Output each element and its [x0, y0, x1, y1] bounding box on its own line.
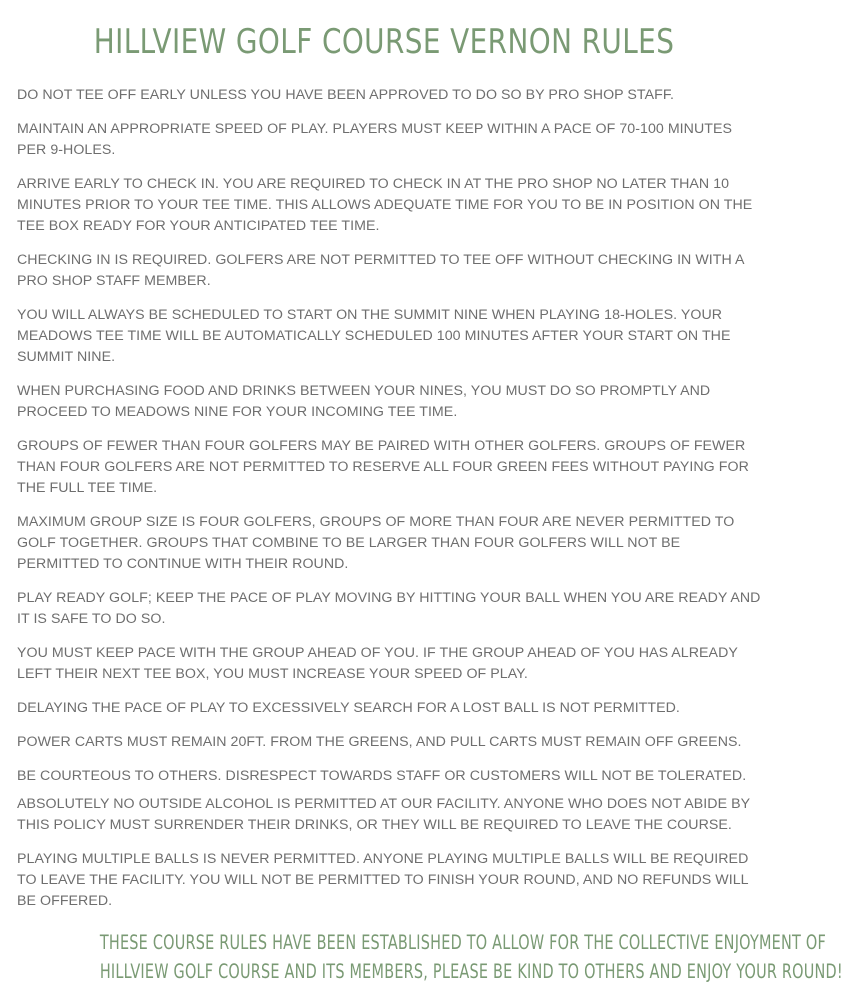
closing-message [0, 928, 843, 986]
rule-item: WHEN PURCHASING FOOD AND DRINKS BETWEEN YOUR NINES, YOU MUST DO SO PROMPTLY AND PROCEED TO MEADOWS NINE FOR YOUR INCOMING TEE TIME. [17, 383, 711, 420]
rule-item: YOU MUST KEEP PACE WITH THE GROUP AHEAD OF YOU. IF THE GROUP AHEAD OF YOU HAS ALREADY LEFT THEIR NEXT TEE BOX, YOU MUST INCREASE YOUR SPEED OF PLAY. [17, 645, 738, 682]
rule-item: BE COURTEOUS TO OTHERS. DISRESPECT TOWARDS STAFF OR CUSTOMERS WILL NOT BE TOLERATED. [17, 768, 747, 784]
closing-message-line: THESE COURSE RULES HAVE BEEN ESTABLISHED TO ALLOW FOR THE COLLECTIVE ENJOYMENT OF [99, 931, 826, 954]
rule-item: POWER CARTS MUST REMAIN 20FT. FROM THE GREENS, AND PULL CARTS MUST REMAIN OFF GREENS. [17, 734, 742, 750]
rule-item: GROUPS OF FEWER THAN FOUR GOLFERS MAY BE PAIRED WITH OTHER GOLFERS. GROUPS OF FEWER THAN FOUR GOLFERS ARE NOT PERMITTED TO RESERVE ALL FOUR GREEN FEES WITHOUT PAYING FOR THE FULL TEE TIME. [17, 438, 749, 496]
rule-item: PLAY READY GOLF; KEEP THE PACE OF PLAY MOVING BY HITTING YOUR BALL WHEN YOU ARE READY AND IT IS SAFE TO DO SO. [17, 590, 761, 627]
closing-message-line: HILLVIEW GOLF COURSE AND ITS MEMBERS, PLEASE BE KIND TO OTHERS AND ENJOY YOUR ROUND! [99, 960, 843, 983]
rule-item: MAINTAIN AN APPROPRIATE SPEED OF PLAY. PLAYERS MUST KEEP WITHIN A PACE OF 70-100 MINUTES PER 9-HOLES. [17, 121, 733, 158]
rule-item: DELAYING THE PACE OF PLAY TO EXCESSIVELY SEARCH FOR A LOST BALL IS NOT PERMITTED. [17, 700, 680, 716]
rule-item: MAXIMUM GROUP SIZE IS FOUR GOLFERS, GROUPS OF MORE THAN FOUR ARE NEVER PERMITTED TO GOLF TOGETHER. GROUPS THAT COMBINE TO BE LARGER THAN FOUR GOLFERS WILL NOT BE PERMITTED TO CONTINUE WITH THEIR ROUND. [17, 514, 735, 572]
rule-item: ABSOLUTELY NO OUTSIDE ALCOHOL IS PERMITTED AT OUR FACILITY. ANYONE WHO DOES NOT ABIDE BY THIS POLICY MUST SURRENDER THEIR DRINKS, OR THEY WILL BE REQUIRED TO LEAVE THE COURSE. [17, 796, 750, 833]
rule-item: ARRIVE EARLY TO CHECK IN. YOU ARE REQUIRED TO CHECK IN AT THE PRO SHOP NO LATER THAN 10 MINUTES PRIOR TO YOUR TEE TIME. THIS ALLOWS ADEQUATE TIME FOR YOU TO BE IN POSITION ON THE TEE BOX READY FOR YOUR ANTICIPATED TEE TIME. [17, 176, 753, 234]
rule-item: CHECKING IN IS REQUIRED. GOLFERS ARE NOT PERMITTED TO TEE OFF WITHOUT CHECKING IN WITH A PRO SHOP STAFF MEMBER. [17, 252, 744, 289]
page-title: HILLVIEW GOLF COURSE VERNON RULES [93, 22, 675, 62]
rule-item: DO NOT TEE OFF EARLY UNLESS YOU HAVE BEEN APPROVED TO DO SO BY PRO SHOP STAFF. [17, 87, 674, 103]
rule-item: PLAYING MULTIPLE BALLS IS NEVER PERMITTED. ANYONE PLAYING MULTIPLE BALLS WILL BE REQUIRED TO LEAVE THE FACILITY. YOU WILL NOT BE PERMITTED TO FINISH YOUR ROUND, AND NO REFUNDS WILL BE OFFERED. [17, 851, 749, 909]
rule-item: YOU WILL ALWAYS BE SCHEDULED TO START ON THE SUMMIT NINE WHEN PLAYING 18-HOLES. YOUR MEADOWS TEE TIME WILL BE AUTOMATICALLY SCHEDULED 100 MINUTES AFTER YOUR START ON THE SUMMIT NINE. [17, 307, 731, 365]
rules-list [17, 85, 762, 925]
